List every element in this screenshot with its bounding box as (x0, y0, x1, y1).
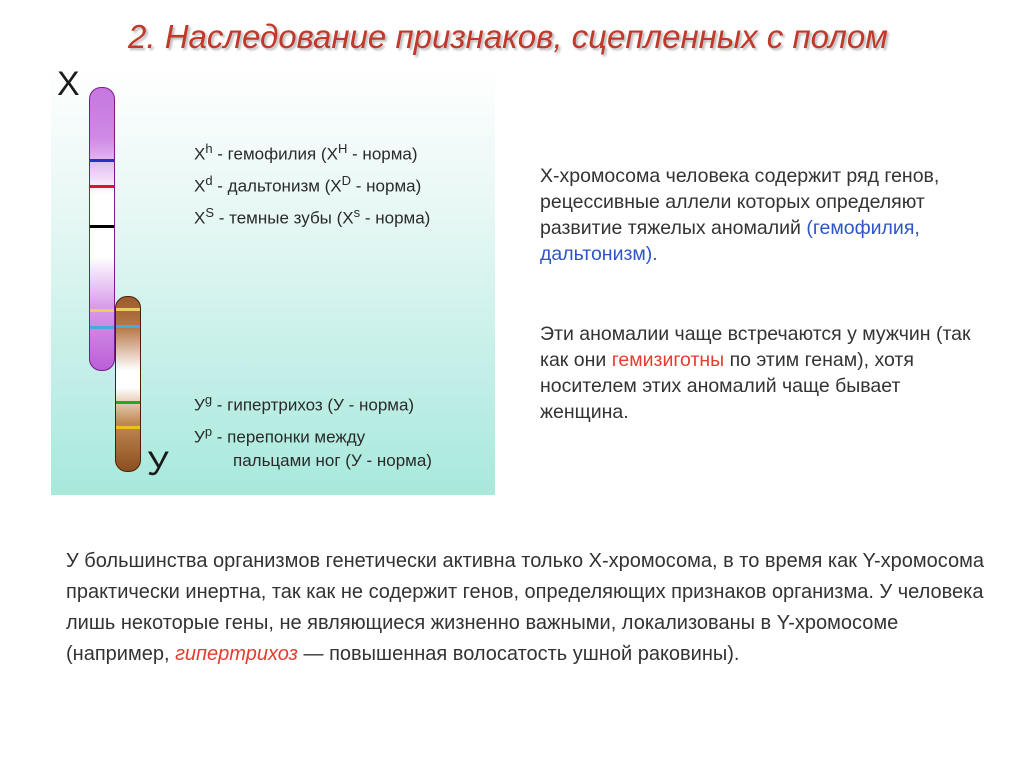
male-anomaly-paragraph: Эти аномалии чаще встречаются у мужчин (так как они гемизиготны по этим генам), хотя носителем этих аномалий чаще бывает женщина. (540, 323, 971, 423)
y-band-hypertrichosis (116, 401, 140, 404)
x-gene-label: $X^S$ - темные зубы ($X^s$ - норма) (194, 205, 431, 228)
y-chromosome-paragraph: У большинства организмов генетически активна только X-хромосома, в то время как Y-хромосома практически инертна, так как не содержит генов, определяющих признаков организма. У человека лишь некоторые гены, не являющиеся жизненно важными, локализованы в Y-хромосоме (например, гипертрихоз — повышенная волосатость ушной раковины). (66, 550, 985, 665)
x-chromosome (89, 87, 115, 371)
x-chromosome-letter: X (57, 65, 80, 103)
y-chromosome (115, 296, 141, 472)
y-gene-label: $У^g$ - гипертрихоз (У - норма) (194, 392, 415, 415)
x-gene-label: $X^d$ - дальтонизм ($X^D$ - норма) (194, 173, 422, 196)
y-band-webbing (116, 426, 140, 429)
x-band-pair-2 (90, 326, 114, 329)
y-gene-label-continued: пальцами ног (У - норма) (233, 451, 432, 470)
y-band-pair-2 (116, 325, 140, 328)
x-band-teeth (90, 225, 114, 228)
x-band-colorblind (90, 185, 114, 188)
y-band-pair-1 (116, 308, 140, 311)
x-band-hemophilia (90, 159, 114, 162)
chromosome-figure (51, 67, 495, 495)
y-chromosome-letter: У (147, 445, 169, 483)
slide-title: 2. Наследование признаков, сцепленных с полом (128, 18, 888, 55)
x-gene-label: $X^h$ - гемофилия ($X^H$ - норма) (194, 141, 418, 164)
x-chromosome-paragraph: X-хромосома человека содержит ряд генов, рецессивные аллели которых определяют развитие тяжелых аномалий (гемофилия, дальтонизм). (540, 165, 940, 265)
x-band-pair-1 (90, 309, 114, 312)
y-gene-label: $У^p$ - перепонки между (194, 424, 366, 447)
